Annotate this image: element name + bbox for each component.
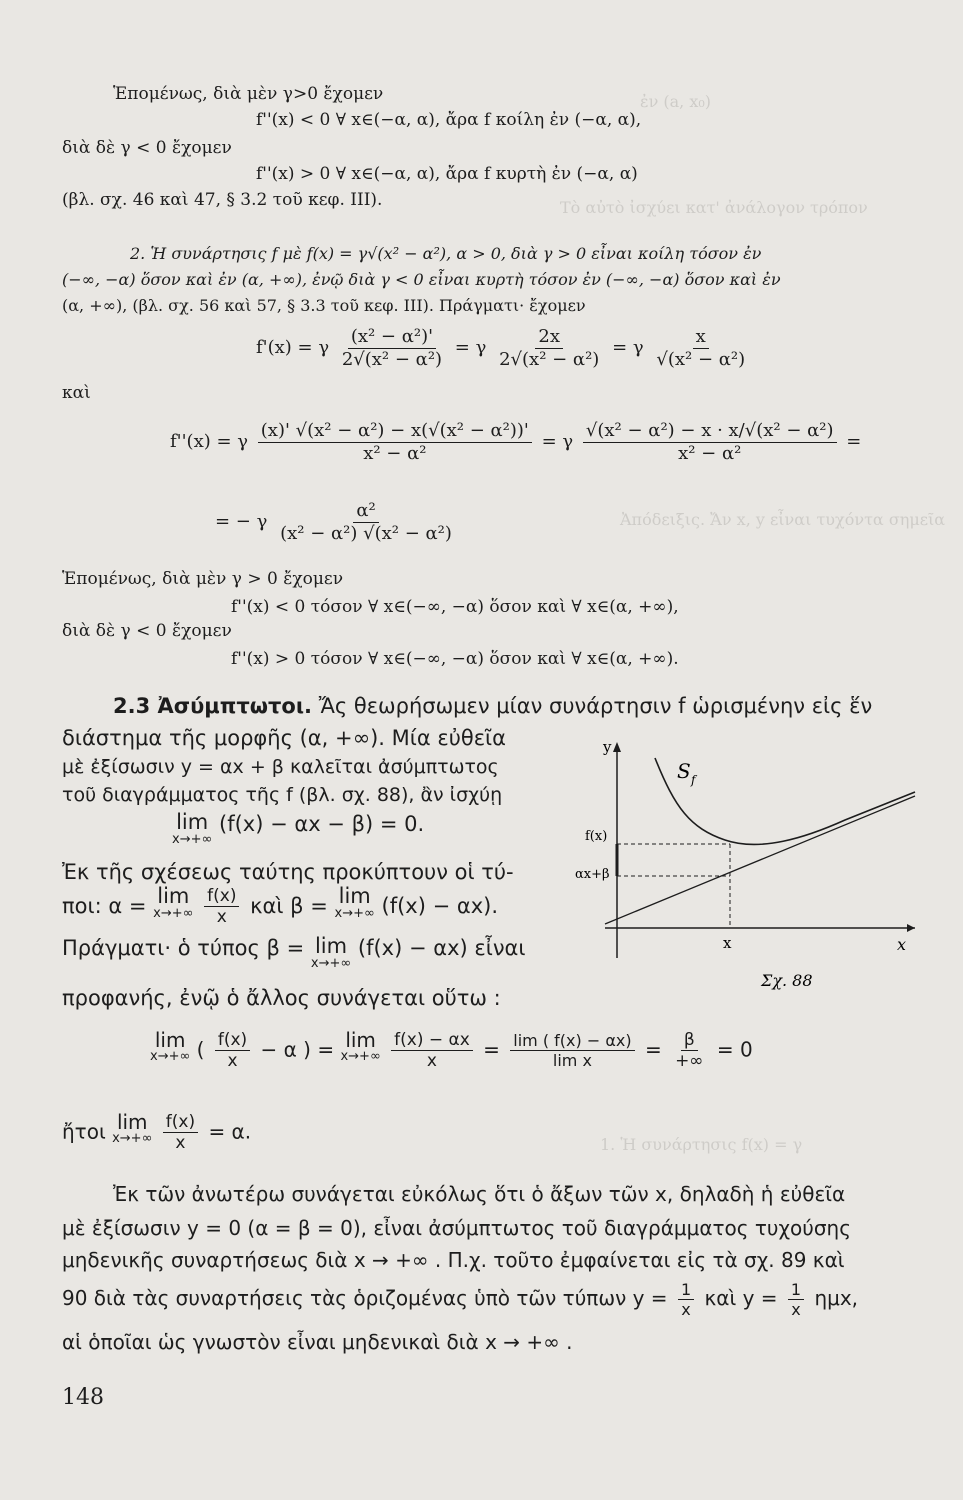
text-line: Ἑπομένως, διὰ μὲν γ > 0 ἔχομεν <box>62 569 344 589</box>
formula-derivative-2: f''(x) = γ $\frac{\text{(x)' √(x² − α²) − x(√(x² − α²))'}}{\text{x² − α²}}$ = γ $\frac{\text{√(x² − α²) − x · x/√(x² − α²)}}{\text{x² − α²}}$ = <box>170 420 862 464</box>
page-number: 148 <box>62 1385 104 1410</box>
formula-derivative-1: f'(x) = γ $\frac{\text{(x² − α²)'}}{\text{2√(x² − α²)}}$ = γ $\frac{2x}{\text{2√(x² − α²)}}$ = γ $\frac{x}{\text{√(x² − α²)}}$ <box>256 326 746 370</box>
bleed-text: ἐν (a, x₀) <box>640 92 712 111</box>
bleed-text: 1. Ἡ συνάρτησις f(x) = γ <box>600 1135 803 1154</box>
text-line: Ἐκ τῆς σχέσεως ταύτης προκύπτουν οἱ τύ- <box>62 860 514 884</box>
text-line: f''(x) > 0 ∀ x∈(−α, α), ἄρα f κυρτὴ ἐν (−α, α) <box>256 164 638 184</box>
asymptote-line <box>605 796 915 924</box>
formula-derivative-3: = − γ $\frac{\text{α²}}{\text{(x² − α²) √(x² − α²)}}$ <box>215 500 452 544</box>
text-line: 90 διὰ τὰς συναρτήσεις τὰς ὁριζομένας ὑπὸ τῶν τύπων y = $\frac{1}{x}$ καὶ y = $\frac{1}{x}$ ημx, <box>62 1280 859 1320</box>
text-line: προφανής, ἐνῷ ὁ ἄλλος συνάγεται οὕτω : <box>62 986 501 1010</box>
y-axis-label: y <box>603 738 612 756</box>
formula-limit-derivation: lim x→+∞ ( $\frac{f(x)}{x}$ − α ) = lim x→+∞ $\frac{f(x) - \alpha x}{x}$ = $\frac{\lim ( f(x) - \alpha x)}{\text{lim x}}$ = $\frac{\beta}{+\infty}$ = 0 <box>150 1028 753 1072</box>
bleed-text: Ἀπόδειξις. Ἄν x, y εἶναι τυχόντα σημεῖα <box>620 510 946 529</box>
figure-caption: Σχ. 88 <box>761 971 813 990</box>
fx-label: f(x) <box>585 829 608 844</box>
section-title: 2.3 Ἀσύμπτωτοι. <box>113 694 313 718</box>
text-line: 2. Ἡ συνάρτησις f μὲ f(x) = γ√(x² − α²), α > 0, διὰ γ > 0 εἶναι κοίλη τόσον ἐν <box>130 244 762 263</box>
text-line: Ἐκ τῶν ἀνωτέρω συνάγεται εὐκόλως ὅτι ὁ ἄξων τῶν x, δηλαδὴ ἡ εὐθεῖα <box>113 1182 846 1206</box>
y-axis-arrow-icon <box>613 742 621 752</box>
text-line: (−∞, −α) ὅσον καὶ ἐν (α, +∞), ἐνῷ διὰ γ < 0 εἶναι κυρτὴ τόσον ἐν (−∞, −α) ὅσον καὶ ἐν <box>62 270 781 289</box>
text-line: διὰ δὲ γ < 0 ἔχομεν <box>62 138 232 158</box>
text-line: μηδενικῆς συναρτήσεως διὰ x → +∞ . Π.χ. τοῦτο ἐμφαίνεται εἰς τὰ σχ. 89 καὶ <box>62 1248 845 1272</box>
text-line: Ἑπομένως, διὰ μὲν γ>0 ἔχομεν <box>113 84 384 104</box>
text-line: f''(x) > 0 τόσον ∀ x∈(−∞, −α) ὅσον καὶ ∀ x∈(α, +∞). <box>231 649 679 669</box>
text-line: Πράγματι· ὁ τύπος β = lim x→+∞ (f(x) − αx) εἶναι <box>62 934 526 971</box>
function-curve <box>655 758 915 844</box>
text-line: (βλ. σχ. 46 καὶ 47, § 3.2 τοῦ κεφ. ΙΙΙ). <box>62 190 383 210</box>
text-line: f''(x) < 0 ∀ x∈(−α, α), ἄρα f κοίλη ἐν (−α, α), <box>256 110 642 130</box>
figure-88 <box>575 728 925 998</box>
text-line: μὲ ἐξίσωσιν y = αx + β καλεῖται ἀσύμπτωτος <box>62 756 499 778</box>
x-axis-arrow-icon <box>907 924 915 932</box>
section-heading: 2.3 Ἀσύμπτωτοι. Ἄς θεωρήσωμεν μίαν συνάρτησιν f ὡρισμένην εἰς ἕν <box>113 694 873 718</box>
text-line: τοῦ διαγράμματος τῆς f (βλ. σχ. 88), ἂν ἰσχύῃ <box>62 784 503 806</box>
line-label: αx+β <box>575 867 610 882</box>
text-line: καὶ <box>62 383 91 403</box>
formula-limit-result: ἤτοι lim x→+∞ $\frac{f(x)}{x}$ = α. <box>62 1110 252 1154</box>
text-line: διὰ δὲ γ < 0 ἔχομεν <box>62 621 232 641</box>
formula-asymptote-def: lim x→+∞ (f(x) − αx − β) = 0. <box>172 810 425 847</box>
text-line: (α, +∞), (βλ. σχ. 56 καὶ 57, § 3.3 τοῦ κεφ. ΙΙΙ). Πράγματι· ἔχομεν <box>62 296 586 315</box>
text-line: διάστημα τῆς μορφῆς (α, +∞). Μία εὐθεῖα <box>62 726 507 750</box>
curve-label: S <box>677 759 691 783</box>
text-line: αἱ ὁποῖαι ὡς γνωστὸν εἶναι μηδενικαὶ διὰ x → +∞ . <box>62 1330 573 1354</box>
bleed-text: Τὸ αὐτὸ ἰσχύει κατ' ἀνάλογον τρόπον <box>560 198 868 217</box>
text-line: μὲ ἐξίσωσιν y = 0 (α = β = 0), εἶναι ἀσύμπτωτος τοῦ διαγράμματος τυχούσης <box>62 1216 851 1240</box>
formula-alpha-beta: ποι: α = lim x→+∞ $\frac{f(x)}{x}$ καὶ β = lim x→+∞ (f(x) − αx). <box>62 884 499 928</box>
x-tick-label: x <box>723 934 732 952</box>
text-line: f''(x) < 0 τόσον ∀ x∈(−∞, −α) ὅσον καὶ ∀ x∈(α, +∞), <box>231 597 679 617</box>
curve-label-sub: f <box>691 773 696 787</box>
x-axis-label: x <box>897 935 907 954</box>
